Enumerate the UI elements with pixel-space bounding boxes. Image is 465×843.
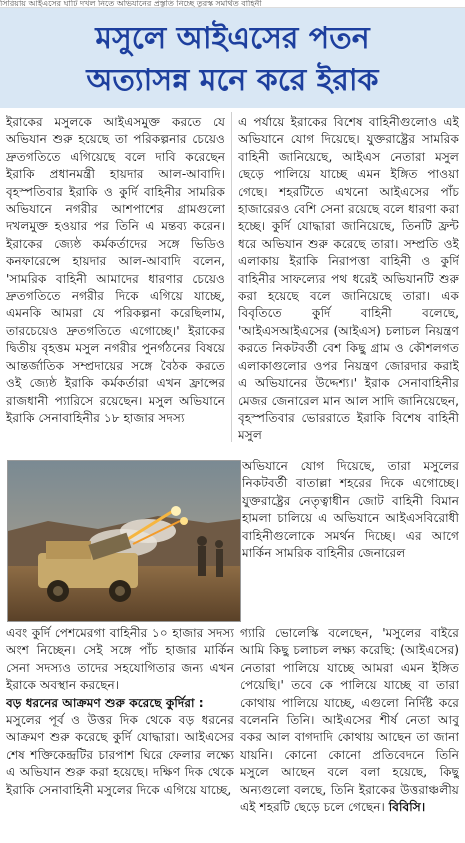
article-paragraph: অভিযানে যোগ দিয়েছে, তারা মসুলের নিকটবর্তী বাতাল্লা শহরের দিকে এগোচ্ছে। যুক্তরাষ্ট্রের নেতৃত্বাধীন জোট বাহিনী বিমান হামলা চালিয়ে এ অভিযানে আইএসবিরোধী বাহিনীগুলোকে সমর্থন দিচ্ছে। এর আগে মার্কিন সামরিক বাহিনীর জেনারেল <box>242 459 459 561</box>
top-strip: সিরিয়ায় আইএসের ঘাঁটি দখল নিতে অভিযানের প্রস্তুতি নিচ্ছে তুরস্ক সমর্থিত বাহিনী <box>0 0 465 8</box>
article-paragraph: এ পর্যায়ে ইরাকের বিশেষ বাহিনীগুলোও এই অভিযানে যোগ দিয়েছে। যুক্তরাষ্ট্রের সামরিক বাহিনী জানিয়েছে, আইএস নেতারা মসুল ছেড়ে পালিয়ে যাচ্ছে এমন ইঙ্গিত পাওয়া গেছে। শহরটিতে এখনো আইএসের পাঁচ হাজারেরও বেশি সেনা রয়েছে বলে ধারণা করা হচ্ছে। কুর্দি যোদ্ধারা জানিয়েছে, তিনটি ফ্রন্ট ধরে অভিযান শুরু করেছে তারা। সম্প্রতি ওই এলাকায় ইরাকি নিরাপত্তা বাহিনী ও কুর্দি বাহিনীর সাফল্যের পথ ধরেই অভিযানটি শুরু করা হয়েছে বলে জানিয়েছে তারা। এক বিবৃতিতে কুর্দি বাহিনী বলেছে, 'আইএসআইএসের (আইএস) চলাচল নিয়ন্ত্রণ করতে নিকটবর্তী বেশ কিছু গ্রাম ও কৌশলগত এলাকাগুলোর ওপর নিয়ন্ত্রণ জোরদার করাই এ অভিযানের উদ্দেশ্য।' ইরাক সেনাবাহিনীর মেজর জেনারেল মান আল সাদি জানিয়েছেন, বৃহস্পতিবার ভোররাতে ইরাকি বিশেষ বাহিনী মসুল <box>238 115 459 443</box>
right-column-top <box>238 114 459 454</box>
article-paragraph: মসুলের পূর্ব ও উত্তর দিক থেকে বড় ধরনের আক্রমণ শুরু করেছে কুর্দি যোদ্ধারা। আইএসের শেষ শক্তিকেন্দ্রটির চারপাশ ঘিরে ফেলার লক্ষ্যে এ অভিযান শুরু করা হয়েছে। দক্ষিণ দিক থেকে ইরাকি সেনাবাহিনী মসুলের দিকে এগিয়ে যাচ্ছে, <box>6 713 234 797</box>
headline-line-2: অত্যাসন্ন মনে করে ইরাক <box>86 63 379 98</box>
news-photo <box>7 460 241 622</box>
section-subhead: বড় ধরনের আক্রমণ শুরু করেছে কুর্দিরা : <box>6 695 204 710</box>
right-column-bottom <box>240 625 459 840</box>
headline-line-1: মসুলে আইএসের পতন <box>95 21 370 56</box>
article-paragraph: ইরাকের মসুলকে আইএসমুক্ত করতে যে অভিযান শুরু হয়েছে তা পরিকল্পনার চেয়েও দ্রুতগতিতে এগিয়েছে বলে দাবি করেছেন ইরাকি প্রধানমন্ত্রী হায়দার আল-আবাদি। বৃহস্পতিবার ইরাকি ও কুর্দি বাহিনীর সামরিক অভিযানে নগরীর আশপাশের গ্রামগুলো দখলমুক্ত হওয়ার পর তিনি এ মন্তব্য করেন। ইরাকের জ্যেষ্ঠ কর্মকর্তাদের সঙ্গে ভিডিও কনফারেন্সে হায়দার আল-আবাদি বলেন, 'সামরিক বাহিনী আমাদের ধারণার চেয়েও দ্রুতগতিতে নগরীর দিকে এগিয়ে যাচ্ছে, এমনকি আমরা যে পরিকল্পনা করেছিলাম, তারচেয়েও দ্রুতগতিতে এগোচ্ছে।' ইরাকের দ্বিতীয় বৃহত্তম মসুল নগরীর পুনর্গঠনের বিষয়ে আন্তর্জাতিক সম্প্রদায়ের সঙ্গে বৈঠক করতে ওই জ্যেষ্ঠ ইরাকি কর্মকর্তারা এখন ফ্রান্সের রাজধানী প্যারিসে রয়েছেন। মসুল অভিযানে ইরাকি সেনাবাহিনীর ১৮ হাজার সদস্য <box>6 115 225 425</box>
headline-box <box>0 8 465 108</box>
rocket-launcher-vehicle-photo <box>8 461 240 621</box>
source-credit: বিবিসি। <box>388 800 426 815</box>
left-column-bottom <box>6 625 234 840</box>
left-column-top <box>6 114 225 454</box>
article-paragraph: এবং কুর্দি পেশমেরগা বাহিনীর ১০ হাজার সদস্য অংশ নিচ্ছেন। সেই সঙ্গে পাঁচ হাজার মার্কিন সেনা সদস্যও তাদের সহযোগিতার জন্য এখন ইরাকে অবস্থান করছেন। <box>6 626 234 693</box>
article-paragraph: গ্যারি ভোলেস্কি বলেছেন, 'মসুলের বাইরে আমি কিছু চলাচল লক্ষ্য করেছি: (আইএসের) নেতারা পালিয়ে যাচ্ছে আমরা এমন ইঙ্গিত পেয়েছি।' তবে কে পালিয়ে যাচ্ছে বা তারা কোথায় পালিয়ে যাচ্ছে, এগুলো নির্দিষ্ট করে বলেননি তিনি। আইএসের শীর্ষ নেতা আবু বকর আল বাগদাদি কোথায় আছেন তা জানা যায়নি। কোনো কোনো প্রতিবেদনে তিনি মসুলে আছেন বলে বলা হয়েছে, কিছু অন্যগুলো বলছে, তিনি ইরাকের উত্তরাঞ্চলীয় এই শহরটি ছেড়ে চলে গেছেন। <box>240 626 459 815</box>
column-divider <box>231 112 232 442</box>
right-column-wrap <box>242 458 459 614</box>
